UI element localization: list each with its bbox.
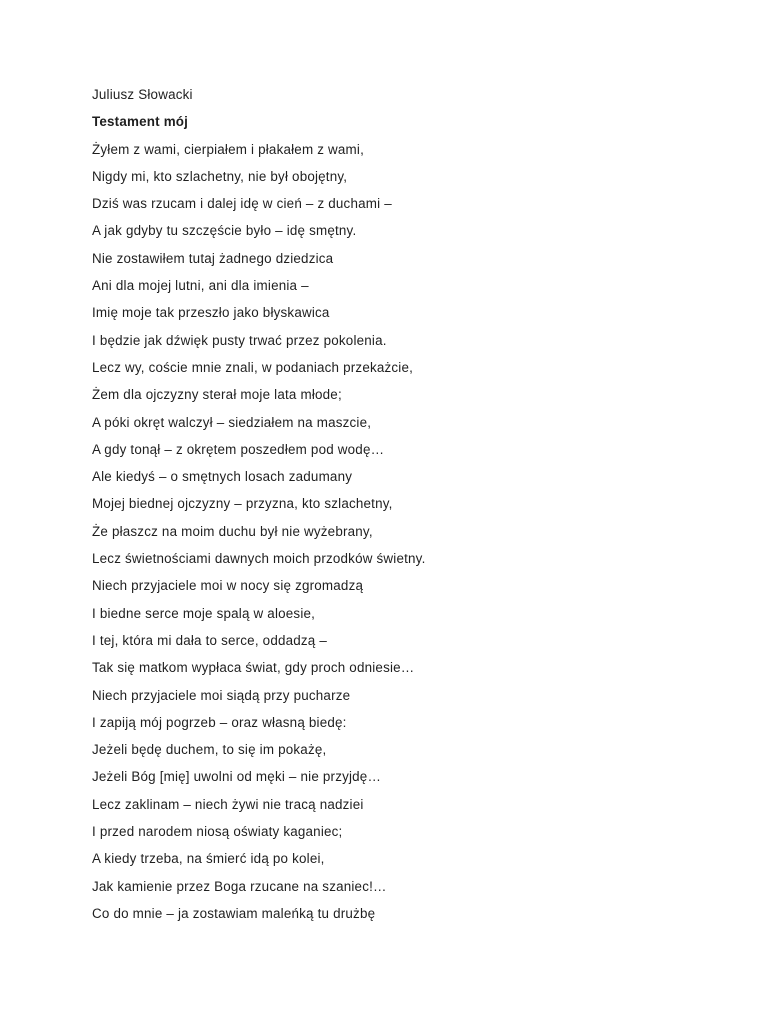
poem-line: Imię moje tak przeszło jako błyskawica bbox=[92, 305, 330, 321]
poem-line: Żem dla ojczyzny sterał moje lata młode; bbox=[92, 387, 342, 403]
poem-line: A jak gdyby tu szczęście było – idę smętny. bbox=[92, 223, 357, 239]
poem-line: A gdy tonął – z okrętem poszedłem pod wodę… bbox=[92, 441, 385, 457]
poem-line: Lecz wy, coście mnie znali, w podaniach przekażcie, bbox=[92, 359, 414, 375]
poem-line: Jeżeli Bóg [mię] uwolni od męki – nie przyjdę… bbox=[92, 769, 382, 785]
poem-line: Lecz świetnościami dawnych moich przodków świetny. bbox=[92, 551, 426, 567]
poem-line: I tej, która mi dała to serce, oddadzą – bbox=[92, 632, 328, 648]
poem-line: Żyłem z wami, cierpiałem i płakałem z wami, bbox=[92, 141, 365, 157]
poem-line: Nigdy mi, kto szlachetny, nie był obojętny, bbox=[92, 168, 348, 184]
poem-line: Mojej biednej ojczyzny – przyzna, kto szlachetny, bbox=[92, 496, 393, 512]
poem-line: Że płaszcz na moim duchu był nie wyżebrany, bbox=[92, 523, 373, 539]
poem-body bbox=[92, 141, 732, 933]
author-name: Juliusz Słowacki bbox=[92, 87, 193, 102]
poem-line: Tak się matkom wypłaca świat, gdy proch odniesie… bbox=[92, 660, 415, 676]
poem-line: A kiedy trzeba, na śmierć idą po kolei, bbox=[92, 851, 325, 867]
poem-line: Niech przyjaciele moi w nocy się zgromadzą bbox=[92, 578, 364, 594]
poem-line: Jeżeli będę duchem, to się im pokażę, bbox=[92, 742, 327, 758]
poem-line: I biedne serce moje spalą w aloesie, bbox=[92, 605, 316, 621]
poem-line: I będzie jak dźwięk pusty trwać przez pokolenia. bbox=[92, 332, 387, 348]
poem-line: Dziś was rzucam i dalej idę w cień – z duchami – bbox=[92, 196, 392, 212]
poem-line: A póki okręt walczył – siedziałem na maszcie, bbox=[92, 414, 372, 430]
poem-line: Lecz zaklinam – niech żywi nie tracą nadziei bbox=[92, 796, 364, 812]
poem-title: Testament mój bbox=[92, 114, 189, 130]
poem-line: Jak kamienie przez Boga rzucane na szaniec!… bbox=[92, 878, 387, 894]
poem-line: Ale kiedyś – o smętnych losach zadumany bbox=[92, 469, 353, 485]
poem-line: I przed narodem niosą oświaty kaganiec; bbox=[92, 824, 343, 840]
poem-line: Nie zostawiłem tutaj żadnego dziedzica bbox=[92, 250, 334, 266]
document-page bbox=[92, 86, 732, 932]
poem-line: Niech przyjaciele moi siądą przy pucharze bbox=[92, 687, 351, 703]
poem-line: Co do mnie – ja zostawiam maleńką tu drużbę bbox=[92, 905, 376, 921]
poem-line: Ani dla mojej lutni, ani dla imienia – bbox=[92, 278, 309, 294]
poem-line: I zapiją mój pogrzeb – oraz własną biedę: bbox=[92, 714, 347, 730]
